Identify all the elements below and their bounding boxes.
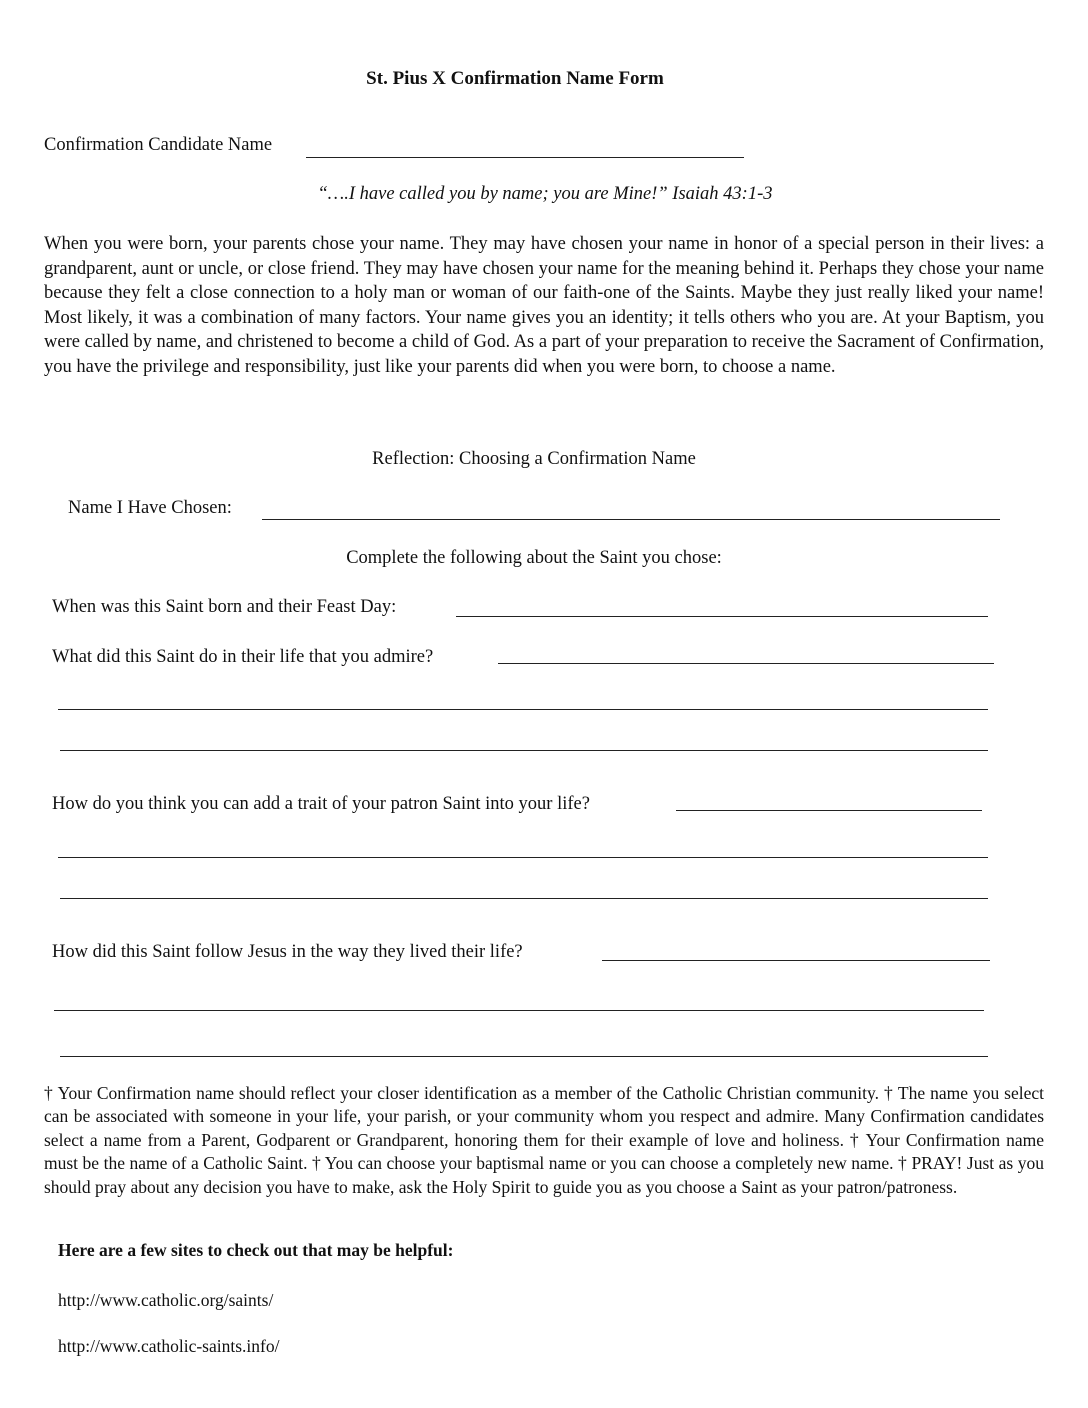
admire-answer-line-3[interactable] bbox=[60, 750, 988, 751]
name-chosen-field[interactable] bbox=[262, 519, 1000, 520]
trait-answer-line-2[interactable] bbox=[58, 857, 988, 858]
confirmation-notes: † Your Confirmation name should reflect your closer identification as a member of the Catholic Christian community. † The name you select can be associated with someone in your life, your parish, or your community whom you respect and admire. Many Confirmation candidates select a name from a Parent, Godparent or Grandparent, honoring them for their example of love and holiness. † Your Confirmation name must be the name of a Catholic Saint. † You can choose your baptismal name or you can choose a completely new name. † PRAY! Just as you should pray about any decision you have to make, ask the Holy Spirit to guide you as you choose a Saint as your patron/patroness. bbox=[44, 1083, 1044, 1197]
name-chosen-label: Name I Have Chosen: bbox=[68, 498, 232, 518]
born-feast-question: When was this Saint born and their Feast Day: bbox=[52, 597, 397, 617]
intro-paragraph: When you were born, your parents chose your name. They may have chosen your name in honor of a special person in their lives: a grandparent, aunt or uncle, or close friend. They may have chosen your name for the meaning behind it. Perhaps they chose your name because they felt a close connection to a holy man or woman of our faith-one of the Saints. Maybe they just really liked your name! Most likely, it was a combination of many factors. Your name gives you an identity; it tells others who you are. At your Baptism, you were called by name, and christened to become a child of God. As a part of your preparation to receive the Sacrament of Confirmation, you have the privilege and responsibility, just like your parents did when you were born, to choose a name. bbox=[44, 234, 1044, 377]
follow-jesus-answer-line-2[interactable] bbox=[54, 1010, 984, 1011]
scripture-quote: “….I have called you by name; you are Mine!” Isaiah 43:1-3 bbox=[317, 184, 773, 204]
helpful-sites-heading: Here are a few sites to check out that may be helpful: bbox=[58, 1240, 454, 1260]
admire-answer-line-2[interactable] bbox=[58, 709, 988, 710]
instruction-text: Complete the following about the Saint you chose: bbox=[346, 548, 722, 568]
trait-answer-line-1[interactable] bbox=[676, 810, 982, 811]
candidate-name-field[interactable] bbox=[306, 157, 744, 158]
follow-jesus-answer-line-1[interactable] bbox=[602, 960, 990, 961]
site-link-catholic-saints[interactable]: http://www.catholic-saints.info/ bbox=[58, 1336, 280, 1356]
form-title: St. Pius X Confirmation Name Form bbox=[366, 68, 664, 89]
trait-answer-line-3[interactable] bbox=[60, 898, 988, 899]
follow-jesus-question: How did this Saint follow Jesus in the way they lived their life? bbox=[52, 942, 523, 962]
reflection-heading: Reflection: Choosing a Confirmation Name bbox=[372, 449, 696, 469]
born-feast-answer-line[interactable] bbox=[456, 616, 988, 617]
site-link-catholic-org[interactable]: http://www.catholic.org/saints/ bbox=[58, 1290, 274, 1310]
candidate-name-label: Confirmation Candidate Name bbox=[44, 135, 273, 155]
admire-answer-line-1[interactable] bbox=[498, 663, 994, 664]
follow-jesus-answer-line-3[interactable] bbox=[60, 1056, 988, 1057]
trait-question: How do you think you can add a trait of your patron Saint into your life? bbox=[52, 794, 590, 814]
admire-question: What did this Saint do in their life that you admire? bbox=[52, 647, 434, 667]
